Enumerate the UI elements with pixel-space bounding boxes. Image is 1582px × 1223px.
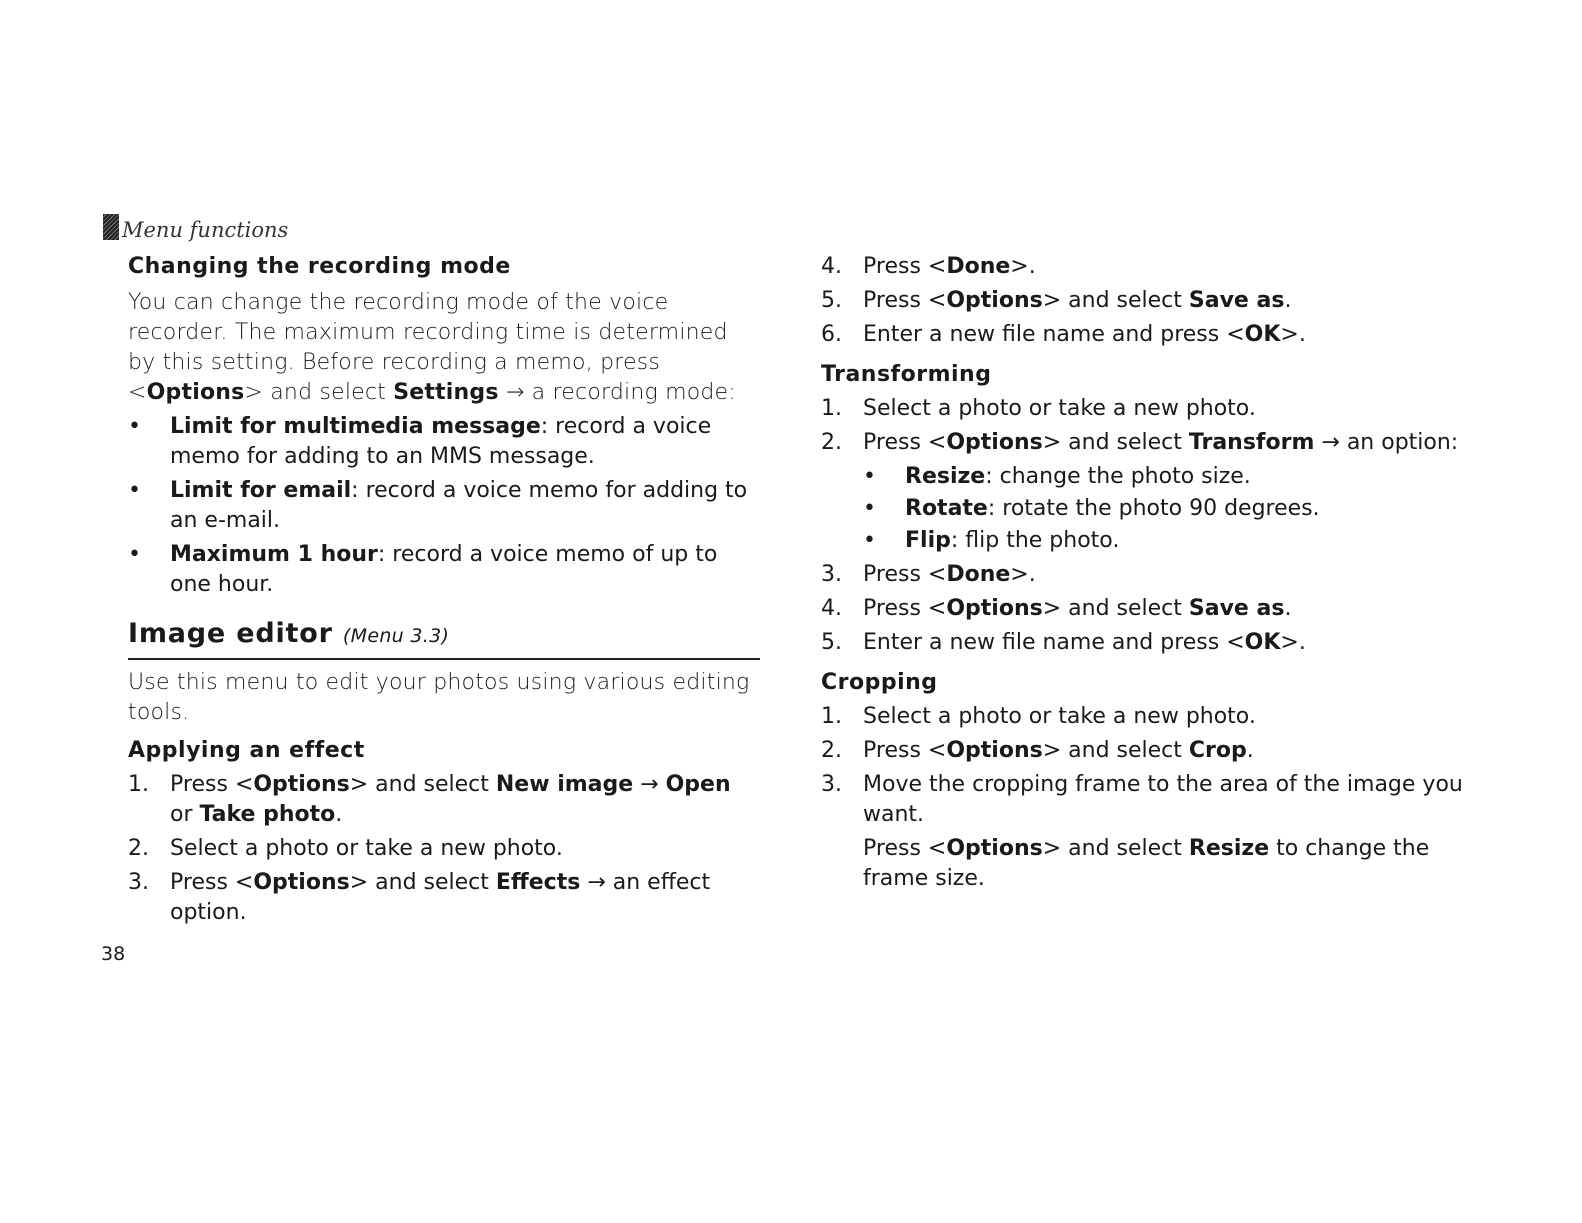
- crop-step: 3. Move the cropping frame to the area of the image you want.: [821, 772, 1463, 827]
- cropping-heading: Cropping: [821, 670, 938, 695]
- transform-option: • Rotate: rotate the photo 90 degrees.: [863, 494, 1471, 524]
- image-editor-section-title: Image editor (Menu 3.3): [128, 618, 760, 660]
- bullet-icon: •: [863, 528, 876, 553]
- transform-step: 1. Select a photo or take a new photo.: [821, 396, 1256, 421]
- crop-step: 2. Press <Options> and select Crop.: [821, 738, 1254, 763]
- image-editor-intro: Use this menu to edit your photos using various editing tools.: [128, 670, 750, 725]
- transform-step: 4. Press <Options> and select Save as.: [821, 596, 1292, 621]
- effect-step: 2. Select a photo or take a new photo.: [128, 836, 563, 861]
- effect-step: 4. Press <Done>.: [821, 254, 1036, 279]
- transform-option: • Flip: flip the photo.: [863, 526, 1471, 556]
- header-marker-icon: [103, 214, 119, 240]
- crop-step: 1. Select a photo or take a new photo.: [821, 704, 1256, 729]
- bullet-icon: •: [128, 542, 141, 567]
- effect-step: 3. Press <Options> and select Effects → an effect option.: [128, 870, 711, 925]
- page-number: 38: [101, 943, 126, 965]
- right-column: [821, 252, 1471, 894]
- recording-option: • Limit for email: record a voice memo for adding to an e-mail.: [128, 478, 748, 533]
- recording-option: • Maximum 1 hour: record a voice memo of up to one hour.: [128, 542, 718, 597]
- running-header: [103, 214, 288, 240]
- transform-option: • Resize: change the photo size.: [863, 462, 1471, 492]
- recording-mode-intro: You can change the recording mode of the voice recorder. The maximum recording time is determined by this setting. Before recording a memo, press <Options> and select Settings → a recording mode:: [128, 290, 736, 405]
- recording-option: • Limit for multimedia message: record a voice memo for adding to an MMS message.: [128, 414, 712, 469]
- menu-reference: (Menu 3.3): [342, 625, 450, 647]
- transform-step: 5. Enter a new file name and press <OK>.: [821, 630, 1306, 655]
- bullet-icon: •: [863, 496, 876, 521]
- effect-step: 5. Press <Options> and select Save as.: [821, 288, 1292, 313]
- effect-step: 6. Enter a new file name and press <OK>.: [821, 322, 1306, 347]
- transform-step: 3. Press <Done>.: [821, 562, 1036, 587]
- header-section-title: Menu functions: [122, 218, 289, 242]
- left-column: [128, 252, 760, 932]
- effect-step: 1. Press <Options> and select New image → Open or Take photo.: [128, 772, 731, 827]
- bullet-icon: •: [863, 464, 876, 489]
- recording-mode-heading: Changing the recording mode: [128, 254, 511, 279]
- crop-resize-note: Press <Options> and select Resize to change the frame size.: [863, 836, 1430, 891]
- transform-step: 2. Press <Options> and select Transform → an option:: [821, 430, 1459, 455]
- transforming-heading: Transforming: [821, 362, 992, 387]
- applying-effect-heading: Applying an effect: [128, 738, 365, 763]
- bullet-icon: •: [128, 478, 141, 503]
- bullet-icon: •: [128, 414, 141, 439]
